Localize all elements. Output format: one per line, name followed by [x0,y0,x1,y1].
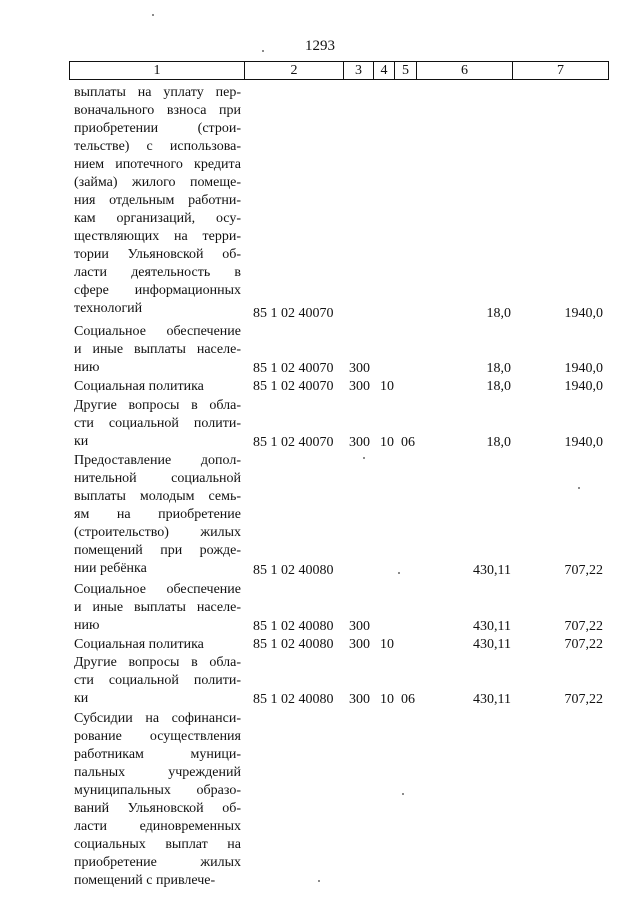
description-line: Другие вопросы в обла- [74,397,241,413]
col-6-value: 18,0 [486,379,511,395]
description-line: ям на приобретение [74,507,241,522]
col-3-value: 300 [349,637,370,652]
description-line: муниципальных образо- [74,782,241,798]
row-description [74,378,241,396]
scan-speck [398,572,400,574]
description-line: пальных учреждений [74,764,241,780]
col-7-value: 1940,0 [564,434,603,450]
col-6-value: 18,0 [486,361,511,376]
budget-code: 85 1 02 40070 [253,434,334,450]
col-7-value: 707,22 [564,618,603,634]
description-line: социальных выплат на [74,836,241,852]
description-line: нительной социальной [74,471,241,486]
row-description [74,581,241,635]
budget-code: 85 1 02 40080 [253,563,334,579]
description-line: и иные выплаты населе- [74,599,241,615]
header-col-7: 7 [557,63,564,78]
description-line: ласти деятельность в [74,265,241,280]
budget-code: 85 1 02 40070 [253,305,334,321]
col-7-value: 1940,0 [564,379,603,395]
description-line: Социальная политика [74,637,204,652]
description-line: Другие вопросы в обла- [74,655,241,671]
description-line: нии ребёнка [74,561,147,576]
description-line: ласти единовременных [74,818,241,834]
header-col-4: 4 [374,62,395,79]
col-7-value: 707,22 [564,692,603,708]
description-line: нием ипотечного кредита [74,157,241,172]
col-6-value: 430,11 [473,637,511,652]
description-line: приобретении (строи- [74,121,241,136]
header-col-6: 6 [417,62,513,79]
col-7-value: 1940,0 [564,361,603,376]
header-col-5: 5 [395,62,417,79]
description-line: ществляющих на терри- [74,229,241,244]
col-5-value: 06 [401,692,415,708]
budget-code: 85 1 02 40070 [253,361,334,376]
table-header [69,61,609,80]
col-3-value: 300 [349,434,370,450]
col-4-value: 10 [380,434,394,450]
header-col-2: 2 [245,62,344,79]
description-line: и иные выплаты населе- [74,342,241,358]
scan-speck [363,457,365,459]
description-line: тории Ульяновской об- [74,247,241,262]
budget-code: 85 1 02 40080 [253,637,334,652]
col-4-value: 10 [380,379,394,395]
description-line: нию [74,617,100,633]
description-line: (строительство) жилых [74,525,241,540]
col-3-value: 300 [349,692,370,708]
description-line: Социальное обеспечение [74,581,241,597]
header-col-3: 3 [344,62,374,79]
description-line: ки [74,691,89,707]
description-line: выплаты молодым семь- [74,489,241,504]
col-5-value: 06 [401,434,415,450]
scan-speck [318,880,320,882]
description-line: рование осуществления [74,728,241,744]
description-line: выплаты на уплату пер- [74,85,241,100]
scan-speck [152,14,154,16]
description-line: Предоставление допол- [74,453,241,468]
col-4-value: 10 [380,692,394,708]
description-line: ки [74,433,89,449]
description-line: помещений при рожде- [74,543,241,558]
col-7-value: 707,22 [564,637,603,652]
description-line: приобретение жилых [74,854,241,870]
scan-speck [402,793,404,795]
col-6-value: 430,11 [473,618,511,634]
description-line: работникам муници- [74,746,241,762]
page-number: 1293 [305,38,335,54]
row-description [74,452,241,578]
description-line: воначального взноса при [74,103,241,118]
description-line: сфере информационных [74,283,241,298]
col-6-value: 18,0 [486,305,511,321]
budget-code: 85 1 02 40070 [253,379,334,395]
col-3-value: 300 [349,379,370,395]
row-description [74,654,241,708]
row-description [74,397,241,451]
description-line: помещений с привлече- [74,872,216,888]
scan-speck [578,487,580,489]
description-line: ваний Ульяновской об- [74,800,241,816]
description-line: (займа) жилого помеще- [74,175,241,190]
description-line: кам организаций, осу- [74,211,241,226]
description-line: Социальное обеспечение [74,324,241,340]
header-col-1: 1 [70,62,245,79]
description-line: технологий [74,301,143,316]
description-line: сти социальной полити- [74,673,241,689]
row-description [74,710,241,890]
description-line: Субсидии на софинанси- [74,710,241,726]
description-line: Социальная политика [74,379,204,395]
row-description [74,84,241,318]
row-description [74,323,241,377]
col-6-value: 430,11 [473,692,511,708]
col-7-value: 1940,0 [564,305,603,321]
col-3-value: 300 [349,361,370,376]
description-line: тельстве) с использова- [74,139,241,154]
col-4-value: 10 [380,637,394,652]
col-7-value: 707,22 [564,563,603,579]
row-description [74,636,241,654]
description-line: сти социальной полити- [74,415,241,431]
col-6-value: 430,11 [473,563,511,579]
description-line: нию [74,360,100,376]
col-6-value: 18,0 [486,434,511,450]
col-3-value: 300 [349,618,370,634]
scan-speck [262,50,264,52]
description-line: ния отдельным работни- [74,193,241,208]
budget-code: 85 1 02 40080 [253,692,334,708]
budget-code: 85 1 02 40080 [253,618,334,634]
